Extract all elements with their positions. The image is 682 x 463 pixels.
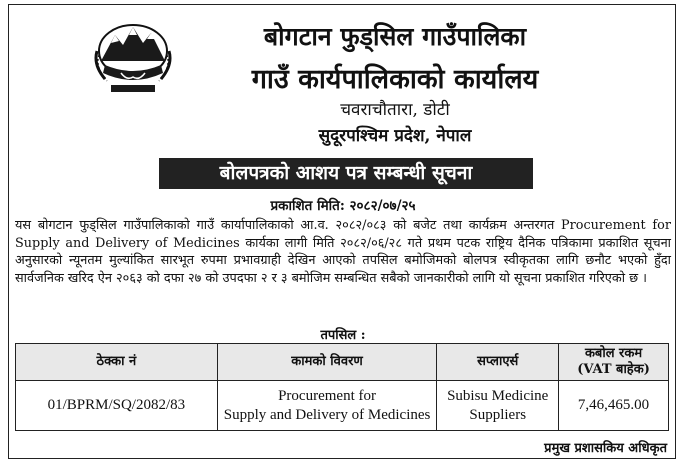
header-label: सप्लाएर्स [477,354,519,369]
published-date: प्रकाशित मिति: २०८२/०७/२५ [270,198,416,214]
office-address: चवराचौतारा, डोटी [340,100,450,120]
bid-amount-cell [559,381,669,431]
notice-frame [8,4,676,459]
header-supplier [437,344,559,381]
header-label: कबोल रकम (VAT बाहेक) [577,346,650,377]
header-label: कामको विवरण [291,354,363,369]
header-contract-no [16,344,218,381]
cell-text: 7,46,465.00 [577,397,650,413]
supplier-cell [437,381,559,431]
work-description-cell [217,381,437,431]
notice-title: बोलपत्रको आशय पत्र सम्बन्धी सूचना [159,158,533,189]
notice-body: यस बोगटान फुड्सिल गाउँपालिकाको गाउँ कार्यापालिकाको आ.व. २०८२/०८३ को बजेट तथा कार्यक्रम अन्तरगत Procurement for Supply and Delivery of Medicines कार्यका लागी मिति २०८२/०६/२८ गते प्रथम पटक राष्ट्रिय दैनिक पत्रिकामा प्रकाशित सूचना अनुसारको न्यूनतम मुल्यांकित सारभूत रुपमा प्रभावग्राही देखिन आएको तपसिल बमोजिमको बोलपत्र स्वीकृतका लागि छनौट भएको हुँदा सार्वजनिक खरिद ऐन २०६३ को दफा २७ को उपदफा २ र ३ बमोजिम सम्बन्धित सबैको जानकारीको लागि यो सूचना प्रकाशित गरिएको छ । [15,218,671,286]
cell-text: Procurement for Supply and Delivery of Medicines [223,387,431,423]
header-bid-amount [559,344,669,381]
table-header-row [16,344,669,381]
municipality-name: बोगटान फुड्सिल गाउँपालिका [263,22,527,51]
office-name: गाउँ कार्यपालिकाको कार्यालय [251,64,539,95]
bid-table [15,343,669,431]
cell-text: Subisu Medicine Suppliers [447,387,549,423]
contract-number-cell [16,381,218,431]
header-work-description [217,344,437,381]
header-label: ठेक्का नं [96,354,137,369]
province-line: सुदूरपश्चिम प्रदेश, नेपाल [318,126,472,146]
signatory: प्रमुख प्रशासकिय अधिकृत [544,441,667,456]
table-row [16,381,669,431]
cell-text: 01/BPRM/SQ/2082/83 [47,397,186,413]
section-label: तपसिल : [320,328,366,343]
